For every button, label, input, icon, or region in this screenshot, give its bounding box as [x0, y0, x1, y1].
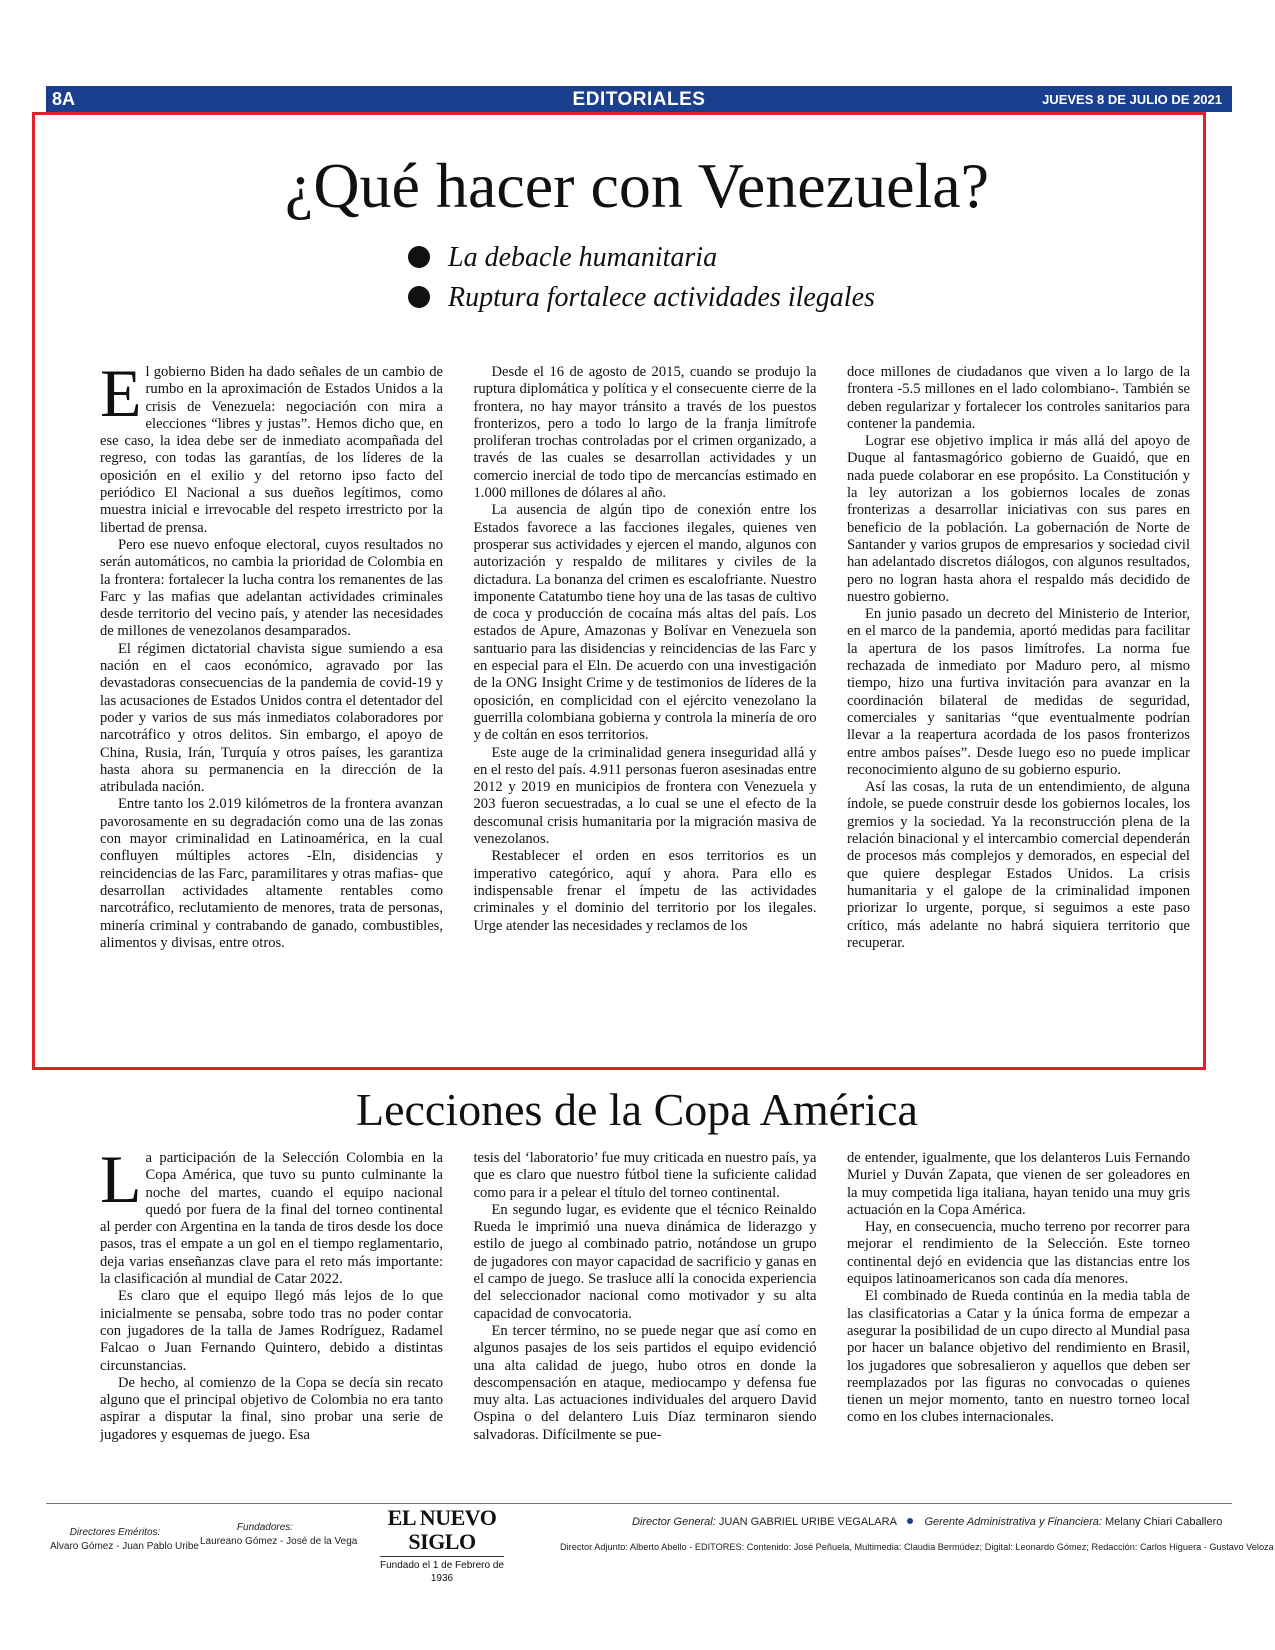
paragraph: Este auge de la criminalidad genera inseguridad allá y en el resto del país. 4.911 personas fueron asesinadas entre 2012 y 2019 en municipios de frontera con Venezuela y 203 fueron secuestradas, a lo cual se une el efecto de la descomunal crisis humanitaria por la migración masiva de venezolanos. — [473, 744, 817, 848]
footer-directores — [50, 1526, 199, 1554]
text-column — [847, 1150, 1190, 1482]
director-label: Director General: — [632, 1516, 716, 1528]
director-value: JUAN GABRIEL URIBE VEGALARA — [718, 1516, 897, 1528]
logo-divider — [380, 1556, 504, 1557]
footer-divider — [46, 1503, 1232, 1504]
text-column — [474, 1150, 817, 1482]
paragraph: Así las cosas, la ruta de un entendimiento, de alguna índole, se puede construir desde los gobiernos locales, los gremios y la sociedad. Ya la reconstrucción plena de la relación binacional y el intercambio comercial dependerán de procesos más complejos y demorados, en especial del que quiere desplegar Estados Unidos. La crisis humanitaria y el galope de la criminalidad imponen priorizar lo urgente, porque, si seguimos a este paso crítico, más adelante no habrá siquiera territorio que recuperar. — [847, 779, 1190, 951]
paragraph: En junio pasado un decreto del Ministerio de Interior, en el marco de la pandemia, aportó medidas para facilitar la apertura de los pasos limítrofes. La norma fue rechazada de inmediato por Maduro pero, al mismo tiempo, hizo una furtiva invitación para avanzar en la coordinación bilateral de medidas de seguridad, comerciales y sanitarias “que eventualmente podrían llevar a la reapertura acordada de los pasos fronterizos entre ambos países”. Desde luego eso no puede implicar reconocimiento alguno de su gobierno espurio. — [847, 606, 1190, 778]
paragraph: La ausencia de algún tipo de conexión entre los Estados favorece a las facciones ilegales, quienes ven prosperar sus actividades y ejercen el mando, algunos con autorización y respaldo de militares y civiles de la dictadura. La bonanza del crimen es escalofriante. Nuestro imponente Catatumbo tiene hoy una de las tasas de cultivo de coca y producción de cocaína más altas del país. Los estados de Apure, Amazonas y Bolívar en Venezuela son santuario para las disidencias y reincidencias de las Farc y en especial para el Eln. De acuerdo con una investigación de la ONG Insight Crime y de testimonios de líderes de la oposición, en complicidad con el ejército venezolano la guerrilla colombiana gobierna y controla la minería de oro y de coltán en esos territorios. — [473, 502, 817, 744]
directores-label: Directores Eméritos: — [69, 1527, 161, 1538]
drop-cap: E — [100, 364, 142, 431]
fundadores-value: Laureano Gómez - José de la Vega — [200, 1536, 358, 1547]
second-editorial-title: Lecciones de la Copa América — [356, 1084, 918, 1135]
paragraph: Lograr ese objetivo implica ir más allá del apoyo de Duque al fantasmagórico gobierno de Guaidó, que en nada puede colaborar en ese propósito. La Constitución y la ley autorizan a los gobiernos locales de zonas fronterizas a desarrollar iniciativas con sus pares en beneficio de la población. La gobernación de Norte de Santander y varios grupos de empresarios y sociedad civil han adelantado discretos diálogos, con algunos resultados, pero no logran hasta ahora el respaldo más decidido de nuestro gobierno. — [847, 433, 1190, 605]
gerente-label: Gerente Administrativa y Financiera: — [924, 1516, 1102, 1528]
drop-cap: L — [100, 1150, 142, 1217]
paragraph: l gobierno Biden ha dado señales de un cambio de rumbo en la aproximación de Estados Unidos a la crisis de Venezuela: negociación con mira a elecciones “libres y justas”. Hemos dicho que, en ese caso, la idea debe ser de inmediato acompañada del regreso, con todas las garantías, de los líderes de la oposición en el exilio y del retorno ipso facto del periódico El Nacional a sus dueños legítimos, como muestra inicial e irrevocable del respeto irrestricto por la libertad de prensa. — [100, 364, 443, 536]
footer-management — [632, 1515, 1222, 1529]
editorial-title: ¿Qué hacer con Venezuela? — [284, 150, 990, 221]
paragraph: Es claro que el equipo llegó más lejos de lo que inicialmente se pensaba, sobre todo tras no poder contar con jugadores de la talla de James Rodríguez, Radamel Falcao o Juan Fernando Quintero, debido a distintas circunstancias. — [100, 1288, 443, 1374]
footer-credits: Director Adjunto: Alberto Abello - EDITORES: Contenido: José Peñuela, Multimedia: Claudia Bermúdez; Digital: Leonardo Gómez; Redacción: Carlos Higuera - Gustavo Veloza — [560, 1542, 1274, 1552]
paragraph: En tercer término, no se puede negar que así como en algunos pasajes de los seis partidos el equipo evidenció una alta calidad de juego, hubo otros en donde la descompensación en ataque, mediocampo y defensa fue muy alta. Las actuaciones individuales del arquero David Ospina o del delantero Luis Díaz terminaron siendo salvadoras. Difícilmente se pue- — [473, 1322, 817, 1443]
editorial-body — [100, 364, 1190, 1054]
directores-value: Alvaro Gómez - Juan Pablo Uribe — [50, 1541, 199, 1552]
text-column — [100, 364, 443, 1054]
paragraph: Restablecer el orden en esos territorios es un imperativo categórico, aquí y ahora. Para ello es indispensable frenar el ímpetu de las actividades criminales y el dominio del territorio por los ilegales. Urge atender las necesidades y reclamos de los — [473, 848, 817, 934]
header-bar — [46, 86, 1232, 112]
footer-fundadores — [200, 1521, 358, 1549]
founded-date: Fundado el 1 de Febrero de 1936 — [380, 1560, 504, 1584]
fundadores-label: Fundadores: — [236, 1522, 294, 1533]
paragraph: Hay, en consecuencia, mucho terreno por recorrer para mejorar el rendimiento de la Selección. Este torneo continental dejó en evidencia que las distancias entre los equipos latinoamericanos son cada día menores. — [847, 1219, 1190, 1288]
second-editorial-body — [100, 1150, 1190, 1482]
paragraph: En segundo lugar, es evidente que el técnico Reinaldo Rueda le imprimió una nueva dinámica de liderazgo y estilo de juego al combinado patrio, notándose un grupo de jugadores con mayor capacidad de sacrificio y ganas en el campo de juego. Se trasluce allí la conocida experiencia del seleccionador nacional como motivador y su alta capacidad de convocatoria. — [473, 1201, 817, 1322]
gerente-value: Melany Chiari Caballero — [1105, 1516, 1223, 1528]
paragraph: El régimen dictatorial chavista sigue sumiendo a esa nación en el caos económico, agravado por las devastadoras consecuencias de la pandemia de covid-19 y las acusaciones de Estados Unidos contra el detentador del poder y varios de sus más inmediatos colaboradores por narcotráfico y otros delitos. Sin embargo, el apoyo de China, Rusia, Irán, Turquía y otros países, les garantiza hasta ahora su permanencia en la dirección de la atribulada nación. — [100, 640, 443, 796]
paragraph: doce millones de ciudadanos que viven a lo largo de la frontera -5.5 millones en el lado colombiano-. También se deben regularizar y fortalecer los controles sanitarios para contener la pandemia. — [847, 364, 1190, 432]
separator-dot-icon — [907, 1518, 913, 1524]
bullet-text: Ruptura fortalece actividades ilegales — [448, 282, 875, 313]
editorial-bullets — [408, 238, 875, 318]
bullet-item — [408, 278, 875, 318]
bullet-text: La debacle humanitaria — [448, 242, 718, 273]
bullet-dot-icon — [408, 286, 430, 308]
text-column — [474, 364, 817, 1054]
section-title: EDITORIALES — [572, 89, 706, 110]
paragraph: Desde el 16 de agosto de 2015, cuando se produjo la ruptura diplomática y política y el consecuente cierre de la frontera, no hay mayor tránsito a través de los puestos fronterizos, pero a todo lo largo de la franja limítrofe proliferan trochas controladas por el crimen organizado, a través de las cuales se desarrollan actividades y un comercio inercial de todo tipo de mercancías estimado en 1.000 millones de dólares al año. — [473, 364, 817, 502]
paragraph: El combinado de Rueda continúa en la media tabla de las clasificatorias a Catar y la única forma de empezar a asegurar la posibilidad de un cupo directo al Mundial pasa por hacer un balance objetivo del rendimiento en Brasil, los jugadores que sobresalieron y aquellos que deben ser reemplazados por las figuras no convocadas o quienes tienen un mejor momento, tanto en nuestro torneo local como en los clubes internacionales. — [847, 1288, 1190, 1426]
text-column — [847, 364, 1190, 1054]
paragraph: a participación de la Selección Colombia en la Copa América, que tuvo su punto culminante la noche del martes, cuando el equipo nacional quedó por fuera de la final del torneo continental al perder con Argentina en la tanda de tiros desde los doce pasos, tras el empate a un gol en el tiempo reglamentario, deja varias enseñanzas clave para el reto más importante: la clasificación al mundial de Catar 2022. — [100, 1150, 443, 1288]
issue-date: JUEVES 8 DE JULIO DE 2021 — [1042, 92, 1222, 107]
masthead-logo — [374, 1506, 510, 1585]
text-column — [100, 1150, 443, 1482]
paragraph: De hecho, al comienzo de la Copa se decía sin recato alguno que el principal objetivo de Colombia no era tanto aspirar a disputar la final, sino probar una serie de jugadores y esquemas de juego. Esa — [100, 1374, 443, 1443]
paragraph: Entre tanto los 2.019 kilómetros de la frontera avanzan pavorosamente en su degradación como una de las zonas con mayor criminalidad en Latinoamérica, en la cual confluyen múltiples actores -Eln, disidencias y reincidencias de las Farc, paramilitares y otras mafias- que desarrollan actividades altamente rentables como narcotráfico, reclutamiento de menores, trata de personas, minería criminal y contrabando de ganado, combustibles, alimentos y divisas, entre otros. — [100, 796, 443, 951]
paragraph: de entender, igualmente, que los delanteros Luis Fernando Muriel y Duván Zapata, que vienen de ser goleadores en la muy competida liga italiana, hayan tenido una muy gris actuación en la Copa América. — [847, 1150, 1190, 1218]
paragraph: tesis del ‘laboratorio’ fue muy criticada en nuestro país, ya que es claro que nuestro fútbol tiene la suficiente calidad como para ir a pelear el título del torneo continental. — [473, 1150, 817, 1201]
bullet-item — [408, 238, 875, 278]
bullet-dot-icon — [408, 246, 430, 268]
paragraph: Pero ese nuevo enfoque electoral, cuyos resultados no serán automáticos, no cambia la prioridad de Colombia en la frontera: fortalecer la lucha contra los remanentes de las Farc y las mafias que adelantan actividades criminales desde territorio del vecino país, y atender las necesidades de millones de venezolanos desamparados. — [100, 536, 443, 640]
logo-name: EL NUEVO SIGLO — [387, 1505, 497, 1554]
page-number: 8A — [52, 89, 76, 109]
